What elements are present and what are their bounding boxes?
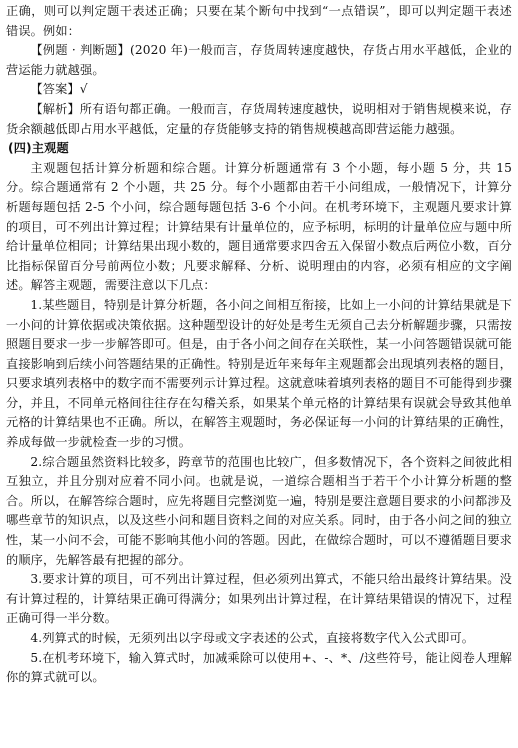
example-answer: 【答案】√: [30, 82, 88, 97]
note-item-1: 1.某些题目，特别是计算分析题，各小问之间相互衔接，比如上一小问的计算结果就是下一小问的计算依据或决策依据。这种题型设计的好处是考生无须自己去分析解题步骤，只需按照题目要求一步一步解答即可。但是，由于各小问之间存在关联性，某一小问答题错误就可能直接影响到后续小问答题结果的正确性。特别是近年来每年主观题都会出现填列表格的题目，只要求填列表格中的数字而不需要列示计算过程。这就意味着填列表格的题目不可能得到步骤分，并且，不同单元格间往往存在勾稽关系，如果某个单元格的计算结果有误就会导致其他单元格的计算结果也不正确。所以，在解答主观题时，务必保证每一小问的计算结果的正确性，养成每做一步就检查一步的习惯。: [6, 297, 512, 450]
section-heading: (四)主观题: [8, 141, 69, 156]
note-item-2: 2.综合题虽然资料比较多，跨章节的范围也比较广，但多数情况下，各个资料之间彼此相互独立，并且分别对应着不同小问。也就是说，一道综合题相当于若干个小计算分析题的整合。所以，在解答综合题时，应先将题目完整浏览一遍，特别是要注意题目要求的小问都涉及哪些章节的知识点，以及这些小问和题目资料之间的对应关系。同时，由于各小问之间的独立性，某一小问不会，可能不影响其他小问的答题。因此，在做综合题时，可以不遵循题目要求的顺序，先解答最有把握的部分。: [6, 454, 512, 567]
note-item-3: 3.要求计算的项目，可不列出计算过程，但必须列出算式，不能只给出最终计算结果。没有计算过程的，计算结果正确可得满分；如果列出计算过程，在计算结果错误的情况下，过程正确可得一半分数。: [6, 572, 512, 626]
note-item-4: 4.列算式的时候，无须列出以字母或文字表述的公式，直接将数字代入公式即可。: [30, 631, 475, 645]
example-analysis: 【解析】所有语句都正确。一般而言，存货周转速度越快，说明相对于销售规模来说，存货余额越低即占用水平越低，定量的存货能够支持的销售规模越高即营运能力越强。: [6, 101, 512, 136]
note-item-5: 5.在机考环境下，输入算式时，加减乘除可以使用+、-、*、/这些符号，能让阅卷人理解你的算式就可以。: [6, 650, 512, 685]
paragraph-continuation: 正确，则可以判定题干表述正确；只要在某个断句中找到“一点错误”，即可以判定题干表述错误。例如：: [6, 4, 512, 38]
subjective-intro: 主观题包括计算分析题和综合题。计算分析题通常有 3 个小题，每小题 5 分，共 15 分。综合题通常有 2 个小题，共 25 分。每个小题都由若干小问组成，一般情况下，计算分析题每题包括 2-5 个小问，综合题每题包括 3-6 个小问。在机考环境下，主观题凡要求计算的项目，可不列出计算过程；计算结果有计量单位的，应予标明，标明的计量单位应与题中所给计量单位相同；计算结果出现小数的，题目通常要求四舍五入保留小数点后两位小数，百分比指标保留百分号前两位小数；凡要求解释、分析、说明理由的内容，必须有相应的文字阐述。解答主观题，需要注意以下几点：: [6, 160, 512, 293]
example-question: 【例题 · 判断题】(2020 年)一般而言，存货周转速度越快，存货占用水平越低，企业的营运能力就越强。: [6, 43, 512, 77]
